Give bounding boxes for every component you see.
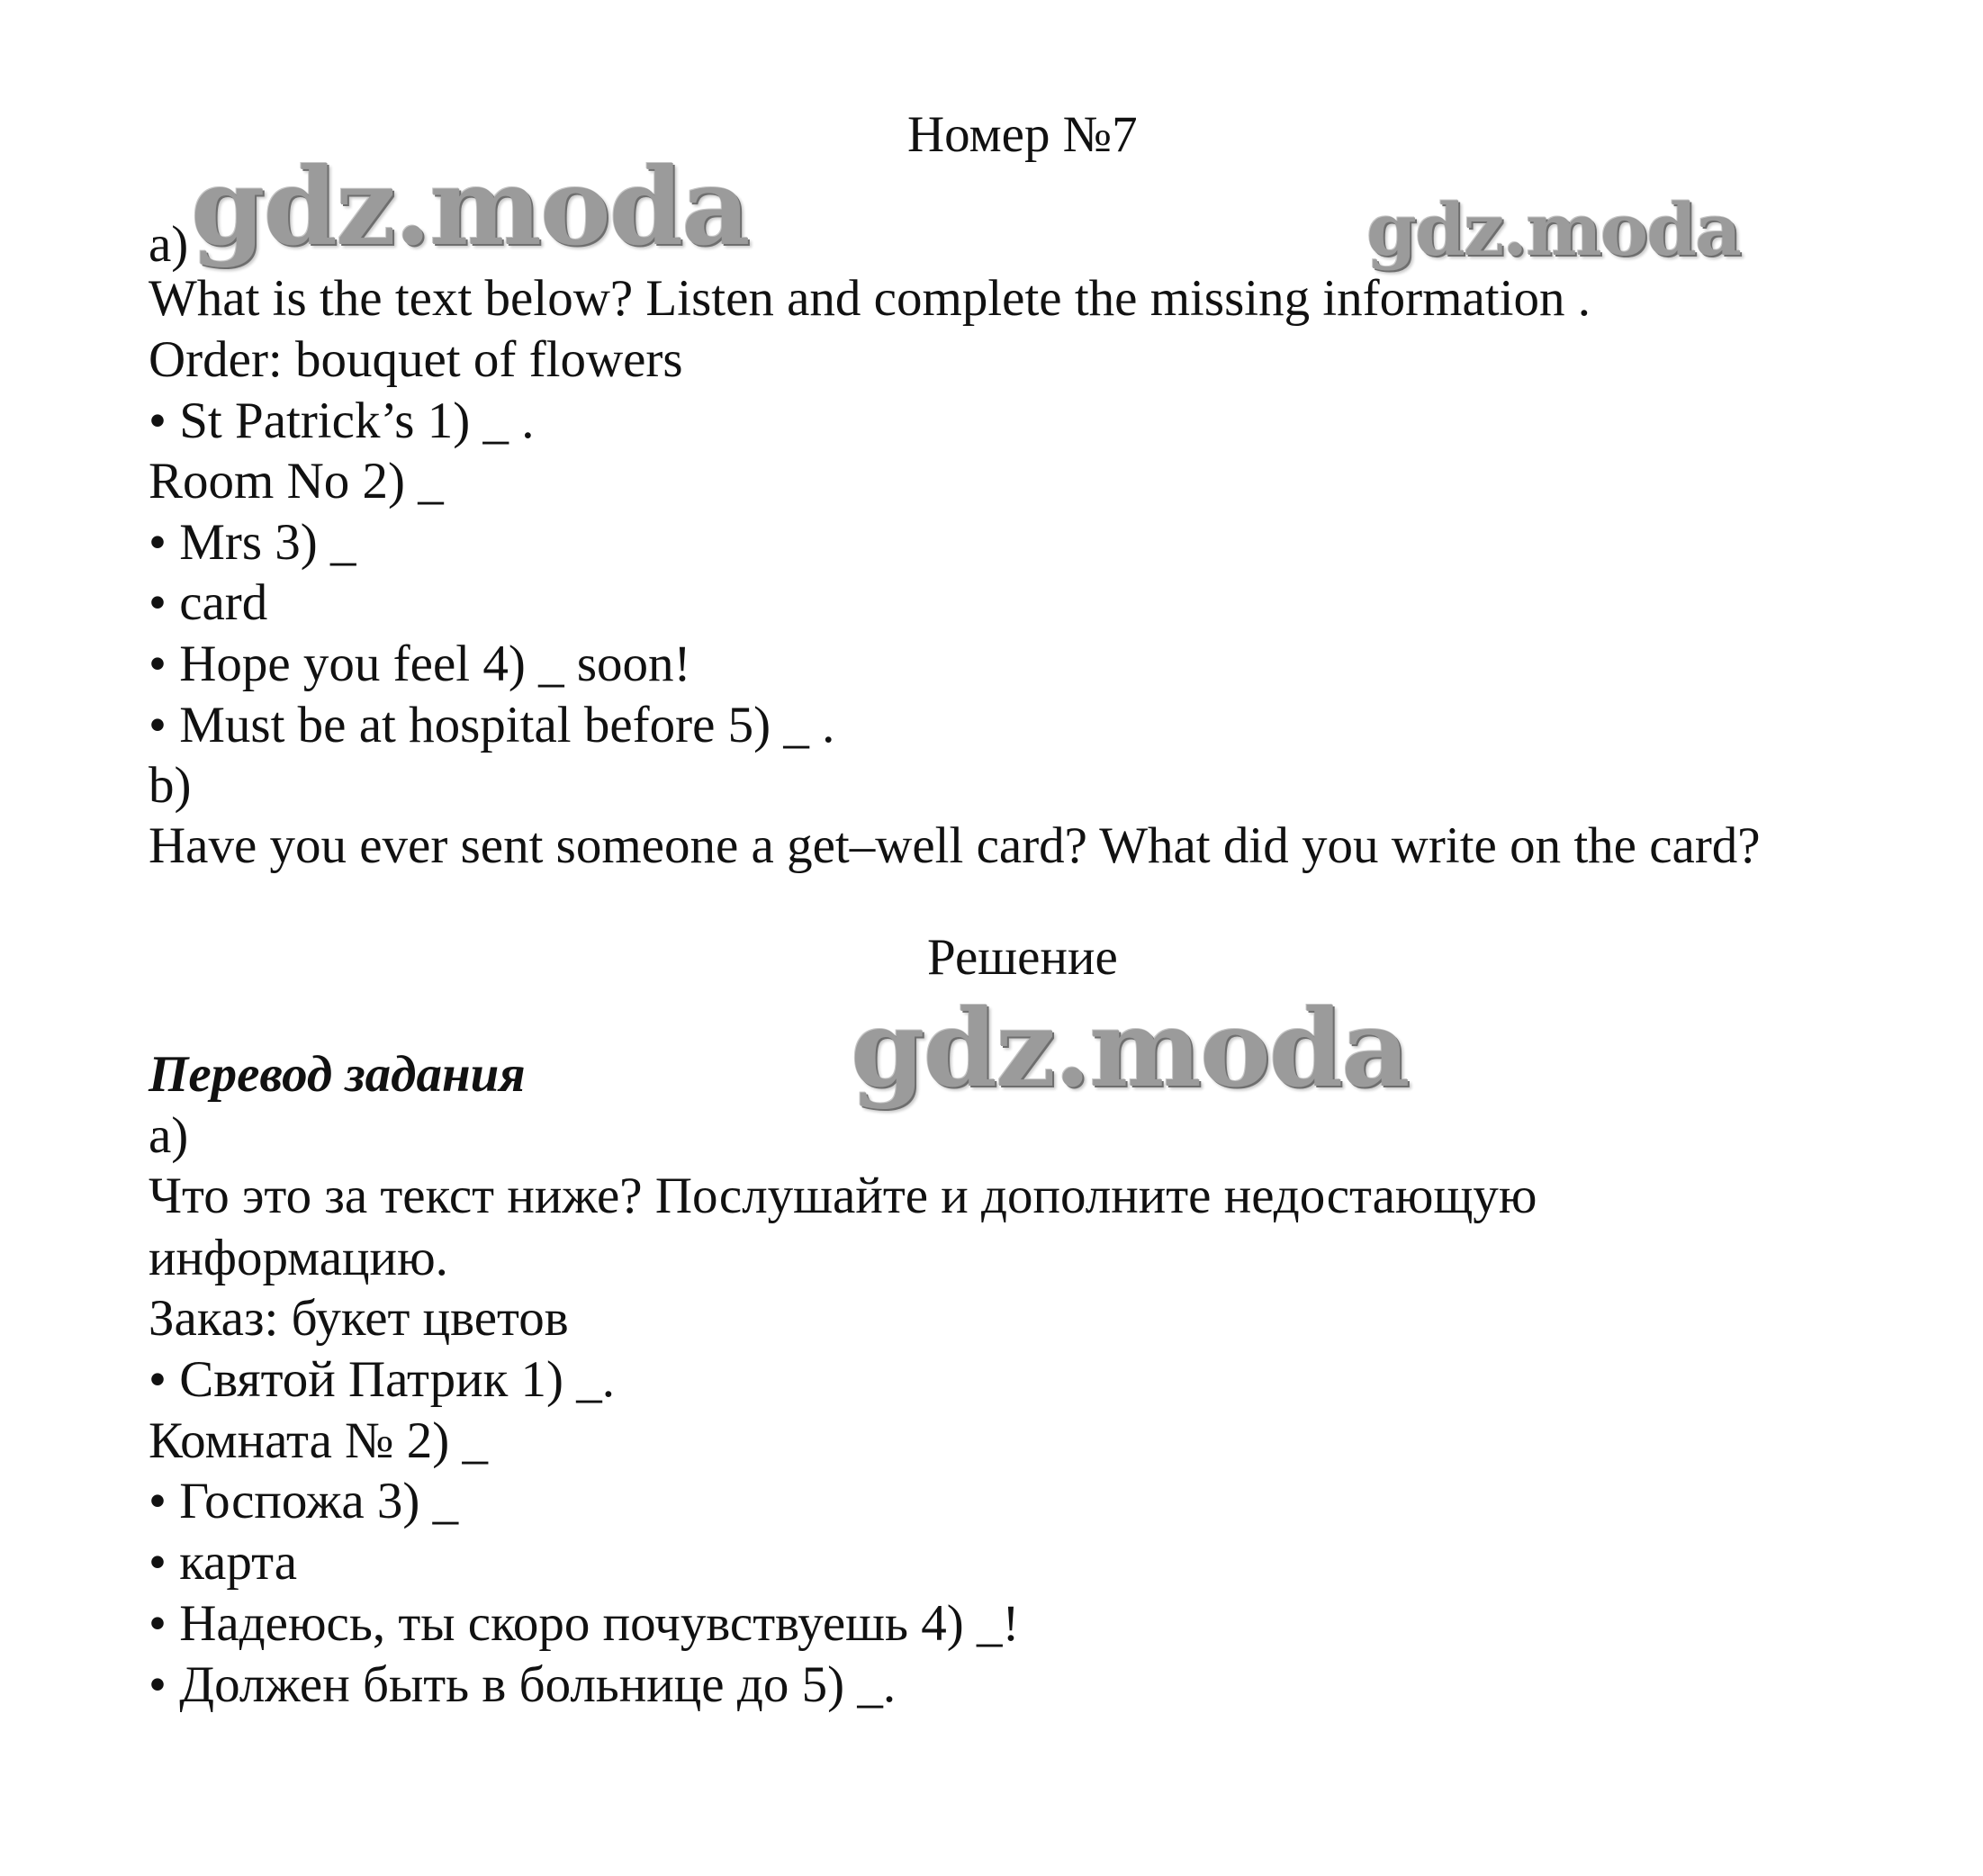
solution-part-a-label: а)	[149, 1107, 189, 1164]
solution-item-3: • Госпожа 3) _	[149, 1473, 459, 1529]
solution-instruction-line-2: информацию.	[149, 1230, 448, 1286]
task-item-2: Room No 2) _	[149, 453, 444, 510]
page-title: Номер №7	[907, 106, 1138, 163]
watermark-top-left: gdz.moda	[191, 144, 749, 269]
solution-item-5: • Надеюсь, ты скоро почувствуешь 4) _!	[149, 1595, 1020, 1652]
solution-item-2: Комната № 2) _	[149, 1412, 489, 1469]
task-item-4: • card	[149, 574, 268, 631]
watermark-middle: gdz.moda	[851, 986, 1409, 1111]
part-b-question: Have you ever sent someone a get–well card? What did you write on the card?	[149, 817, 1761, 874]
solution-order: Заказ: букет цветов	[149, 1290, 569, 1347]
part-a-label: a)	[149, 216, 189, 273]
watermark-top-right: gdz.moda	[1366, 187, 1740, 272]
translation-heading: Перевод задания	[149, 1046, 526, 1103]
task-order: Order: bouquet of flowers	[149, 331, 683, 388]
solution-heading: Решение	[927, 929, 1118, 986]
task-item-6: • Must be at hospital before 5) _ .	[149, 697, 835, 753]
task-item-5: • Hope you feel 4) _ soon!	[149, 636, 691, 692]
task-item-3: • Mrs 3) _	[149, 514, 356, 571]
solution-item-4: • карта	[149, 1534, 297, 1591]
part-b-label: b)	[149, 757, 192, 814]
solution-item-1: • Святой Патрик 1) _.	[149, 1351, 616, 1408]
task-item-1: • St Patrick’s 1) _ .	[149, 392, 535, 449]
solution-instruction-line-1: Что это за текст ниже? Послушайте и дополните недостающую	[149, 1168, 1537, 1224]
task-instruction: What is the text below? Listen and complete the missing information .	[149, 270, 1591, 327]
solution-item-6: • Должен быть в больнице до 5) _.	[149, 1656, 897, 1713]
